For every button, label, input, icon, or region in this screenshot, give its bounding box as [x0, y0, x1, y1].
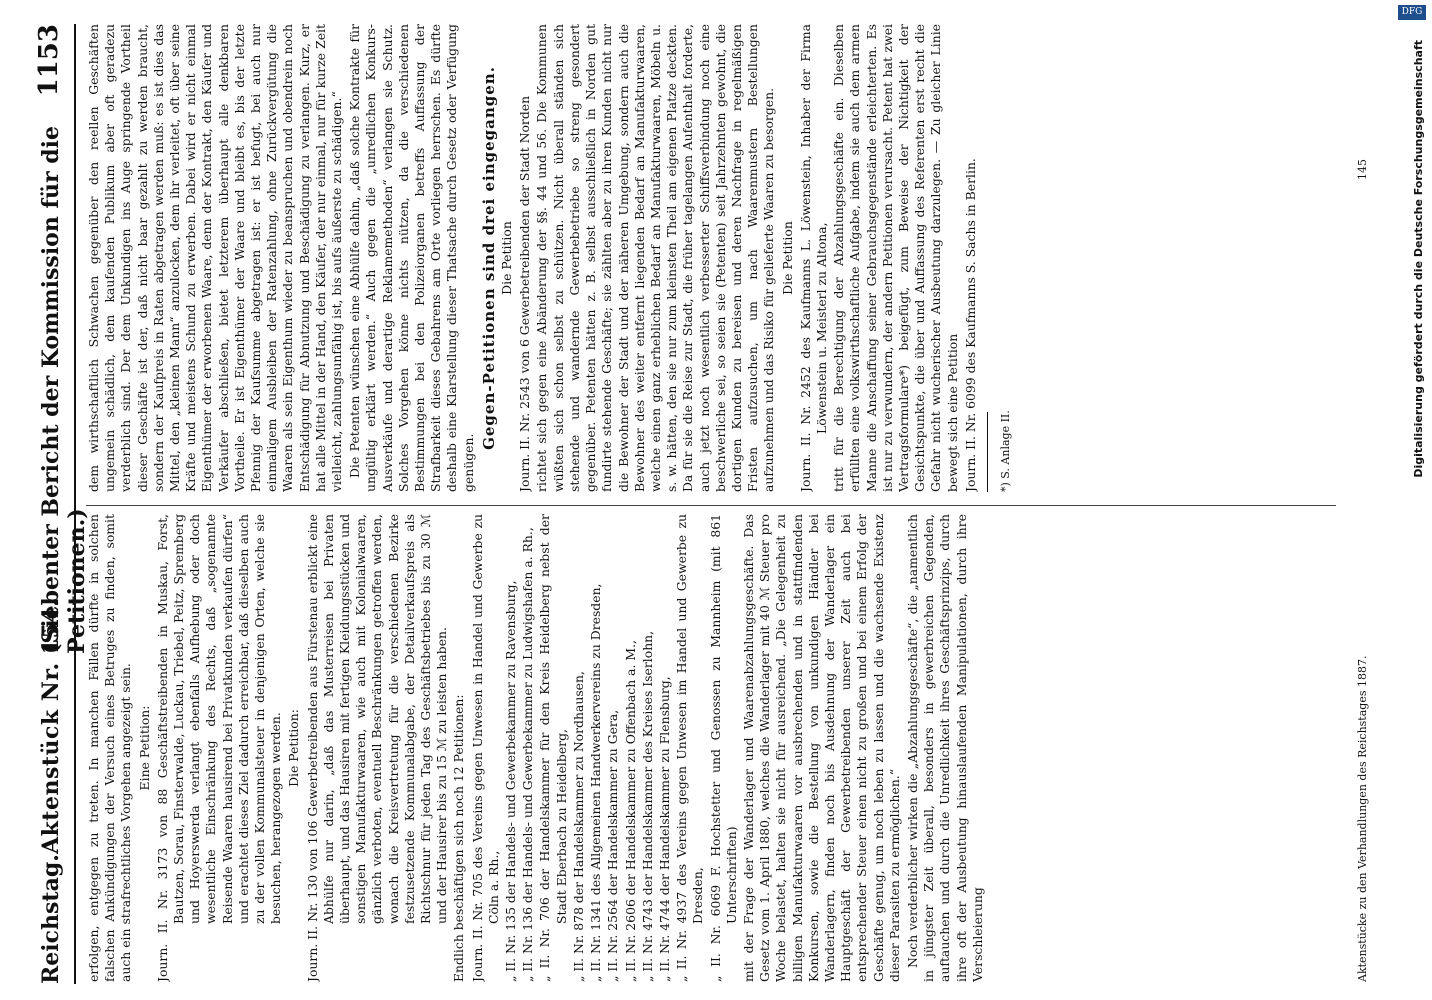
journal-entry: Journ. II. Nr. 2452 des Kaufmanns L. Löwenstein, Inhaber der Firma Löwenstein u. Meisterl zu Altona,	[797, 24, 829, 492]
journal-entry: „ II. Nr. 706 der Handelskammer für den Kreis Heidelberg nebst der Stadt Eberbach zu Heidelberg,	[537, 514, 569, 982]
petition-label: Die Petition	[499, 221, 515, 295]
journal-entry: „ II. Nr. 1341 des Allgemeinen Handwerkervereins zu Dresden,	[588, 583, 604, 982]
header-title: (Siebenter Bericht der Kommission für die Petitionen.)	[38, 126, 90, 654]
digitization-credit	[1406, 0, 1432, 1000]
credit-text: Digitalisierung gefördert durch die Deutsche Forschungsgemeinschaft	[1412, 40, 1425, 478]
petition-label: Die Petition	[779, 221, 795, 295]
paragraph: tritt für die Berechtigung der Abzahlungsgeschäfte ein. Dieselben erfüllten eine volkswirthschaftliche Aufgabe, indem sie auch dem armen Manne die Anschaffung seiner Gebrauchsgegenstände erleichterten. Es ist nur zu verwundern, der andern Petitionen verursacht. Petent hat zwei Vertragsformulare*) beigefügt, zum Beweise der Nichtigkeit der Gesichtspunkte, die über und Auffassung des Referenten erst recht die Gefahr nicht wucherischer Ausbeutung darzulegen. — Zu gleicher Linie bewegt sich eine Petition	[831, 24, 960, 492]
journal-entry: „ II. Nr. 136 der Handels- und Gewerbekammer zu Ludwigshafen a. Rh.,	[520, 527, 536, 982]
header-document-number: Aktenstück Nr. 154.	[38, 598, 64, 854]
journal-entry: Journ. II. Nr. 2543 von 6 Gewerbetreibenden der Stadt Norden	[517, 95, 533, 492]
journal-entry: „ II. Nr. 6069 F. Hochstetter und Genossen zu Mannheim (mit 861 Unterschriften)	[707, 514, 739, 982]
petition-label: Eine Petition:	[136, 705, 152, 791]
journal-entry: Journ. II. Nr. 705 des Vereins gegen Unwesen in Handel und Gewerbe zu Cöln a. Rh.,	[469, 514, 501, 982]
header-left: Reichstag.	[38, 854, 64, 984]
dfg-logo: DFG	[1398, 5, 1426, 20]
journal-entry: „ II. Nr. 2564 der Handelskammer zu Gera,	[605, 709, 621, 982]
journal-entry: „ II. Nr. 135 der Handels- und Gewerbekammer zu Ravensburg,	[503, 580, 519, 982]
journal-entry: „ II. Nr. 4743 der Handelskammer des Kreises Iserlohn,	[639, 630, 655, 982]
journal-entry: „ II. Nr. 2606 der Handelskammer zu Offenbach a. M.,	[622, 640, 638, 982]
running-head	[30, 24, 90, 984]
paragraph: richtet sich gegen eine Abänderung der §§. 44 und 56. Die Kommunen wüßten sich schon selbst zu schützen. Nicht überall ständen sich stehende und wandernde Gewerbebetriebe so streng gesondert gegenüber. Petenten hätten z. B. selbst ausschließlich in Norden gut fundirte stehende Geschäfte; sie zählten aber zu ihren Kunden nicht nur die Bewohner der Stadt und der näheren Umgebung, sondern auch die Bewohner des weiter entfernt liegenden Bedarf an Manufakturwaaren, welche einen ganz erheblichen Bedarf an Manufakturwaaren, Möbeln u. s. w. hätten, den sie nur zum kleinsten Theil am eigenen Platze deckten. Da für sie die Reise zur Stadt, die früher tagelangen Aufenthalt forderte, auch jetzt noch wesentlich verbesserter Schiffsverbindung noch eine beschwerliche sei, so seien sie (Petenten) seit Jahrzehnten gewohnt, die dortigen Kunden zu bereisen und deren Nachfrage in regelmäßigen Fristen aufzusuchen, um nach Waarenmustern Bestellungen aufzunehmen und das Risiko für gelieferte Waaren zu besorgen.	[534, 24, 777, 492]
section-heading: Gegen-Petitionen sind drei eingegangen.	[479, 66, 498, 450]
journal-entry: Journ. II. Nr. 6099 des Kaufmanns S. Sachs in Berlin.	[962, 158, 978, 492]
paragraph: Die Petenten wünschen eine Abhülfe dahin, „daß solche Kontrakte für ungültig erklärt werden.“ Auch gegen die „unredlichen Konkurs-Ausverkäufe und derartige Reklamemethoden“ verlangen sie Schutz. Solches Vorgehen könne nichts nützen, da die verschiedenen Bestimmungen bei den Polizeiorganen betreffs Auffassung der Strafbarkeit dieses Gebahrens am Orte vorliegen herrschen. Es dürfte deshalb eine Klarstellung dieser Thatsache durch Gesetz oder Verfügung genügen.	[347, 24, 476, 492]
journal-entry: Journ. II. Nr. 130 von 106 Gewerbetreibenden aus Fürstenau erblickt eine Abhülfe nur darin, „daß das Musterreisen bei Privaten überhaupt, und das Hausiren mit fertigen Kleidungsstücken und sonstigen Manufakturwaaren, wie auch mit Kolonialwaaren, gänzlich verboten, eventuell Beschränkungen getroffen werden, wonach die Kreisvertretung für die verschiedenen Bezirke festzusetzende Kommunalabgabe, der Detailverkaufspreis als Richtschnur für jeden Tag des Geschäftsbetriebes bis zu 30 ℳ und der Hausirer bis zu 15 ℳ zu leisten haben.	[304, 514, 450, 982]
footer-note: Aktenstücke zu den Verhandlungen des Reichstages 1887.	[1356, 655, 1369, 982]
digitization-credit-strip	[1406, 0, 1432, 1000]
right-text-column	[86, 24, 1336, 492]
sheet-number: 145	[1356, 159, 1369, 180]
left-text-column	[86, 514, 1336, 982]
paragraph: Noch verderblicher wirken die „Abzahlungsgeschäfte“, die „namentlich in jüngster Zeit überall, besonders in gewerbreichen Gegenden, auftauchen und durch die Unredlichkeit ihres Geschäftsprinzips, durch ihre oft der Ausbeutung hinauslaufenden Manipulationen, durch ihre Verschleierung	[904, 514, 985, 982]
page-number: 1153	[34, 24, 64, 97]
journal-entry: „ II. Nr. 878 der Handelskammer zu Nordhausen,	[570, 671, 586, 982]
paragraph: erfolgen, entgegen zu treten. In manchen Fällen dürfte in solchen falschen Ankündigungen der Versuch eines Betruges zu finden, somit auch ein strafrechtliches Vorgehen angezeigt sein.	[86, 514, 134, 982]
paragraph: Endlich beschäftigen sich noch 12 Petitionen:	[451, 694, 467, 982]
paragraph: dem wirthschaftlich Schwachen gegenüber den reellen Geschäften ungemein schädlich, dem kaufenden Publikum aber oft geradezu verderblich sind. Der dem Unkundigen ins Auge springende Vortheil dieser Geschäfte ist der, daß nicht baar gezahlt zu werden braucht, sondern der Kaufpreis in Raten abgetragen werden muß: es ist dies das Mittel, den „kleinen Mann“ anzulocken, dem ihr verleitet, oft über seine Kräfte und meistens Schund zu erwerben. Dabei wird er nicht einmal Eigenthümer der erworbenen Waare, denn der Kontrakt, den Käufer und Verkäufer abschließen, bietet letzterem überhaupt alle denkbaren Vortheile. Er ist Eigenthümer der Waare und bleibt es, bis der letzte Pfennig der Kaufsumme abgetragen ist: er ist befugt, bei auch nur einmaligem Ausbleiben der Ratenzahlung, ohne Zurückvergütung die Waaren als sein Eigenthum wieder zu beanspruchen und obendrein noch Entschädigung für Abnutzung und Beschädigung zu verlangen. Kurz, er hat alle Mittel in der Hand, den Käufer, der nur einmal, nur für kurze Zeit vielleicht, zahlungsunfähig ist, bis aufs äußerste zu schädigen.“	[86, 24, 345, 492]
footnote: *) S. Anlage II.	[998, 410, 1012, 492]
journal-entry: Journ. II. Nr. 3173 von 88 Geschäftstreibenden in Muskau, Forst, Bautzen, Sorau, Finsterwalde, Luckau, Triebel, Peitz, Spremberg und Hoyerswerda verlangt ebenfalls Aufhebung oder doch wesentliche Einschränkung des Rechts, daß „sogenannte Reisende Waaren hausirend bei Privatkunden verkaufen dürfen“ und erachtet dieses Ziel dadurch erreichbar, daß dieselben auch zu der vollen Kommunalsteuer in denjenigen Orten, welche sie besuchen, herangezogen werden.	[154, 514, 284, 982]
journal-entry: „ II. Nr. 4744 der Handelskammer zu Flensburg,	[656, 676, 672, 982]
footnote-rule	[987, 412, 988, 492]
petition-label: Die Petition:	[286, 709, 302, 787]
column-divider	[86, 505, 1336, 506]
paragraph: mit der Frage der Wanderlager und Waarenabzahlungsgeschäfte. Das Gesetz vom 1. April 1880, welches die Wanderlager mit 40 ℳ Steuer pro Woche belastet, halten sie nicht für ausreichend. „Die Gelegenheit zu billigen Manufakturwaaren vor ausbrechenden und in stattfindenden Konkursen, sowie die Bestellung von unkundigen Händler bei Wanderlagern, finden noch bis Ausdehnung der Wanderlager ein Hauptgeschäft der Gewerbetreibenden unserer Zeit auch bei entsprechender Steuer einen nicht zu großen und bei einem Erfolg der Geschäfte genug, um noch leben zu lassen und die wachsende Existenz dieser Parasiten zu ermöglichen.“	[740, 514, 902, 982]
journal-entry: „ II. Nr. 4937 des Vereins gegen Unwesen im Handel und Gewerbe zu Dresden,	[674, 514, 706, 982]
